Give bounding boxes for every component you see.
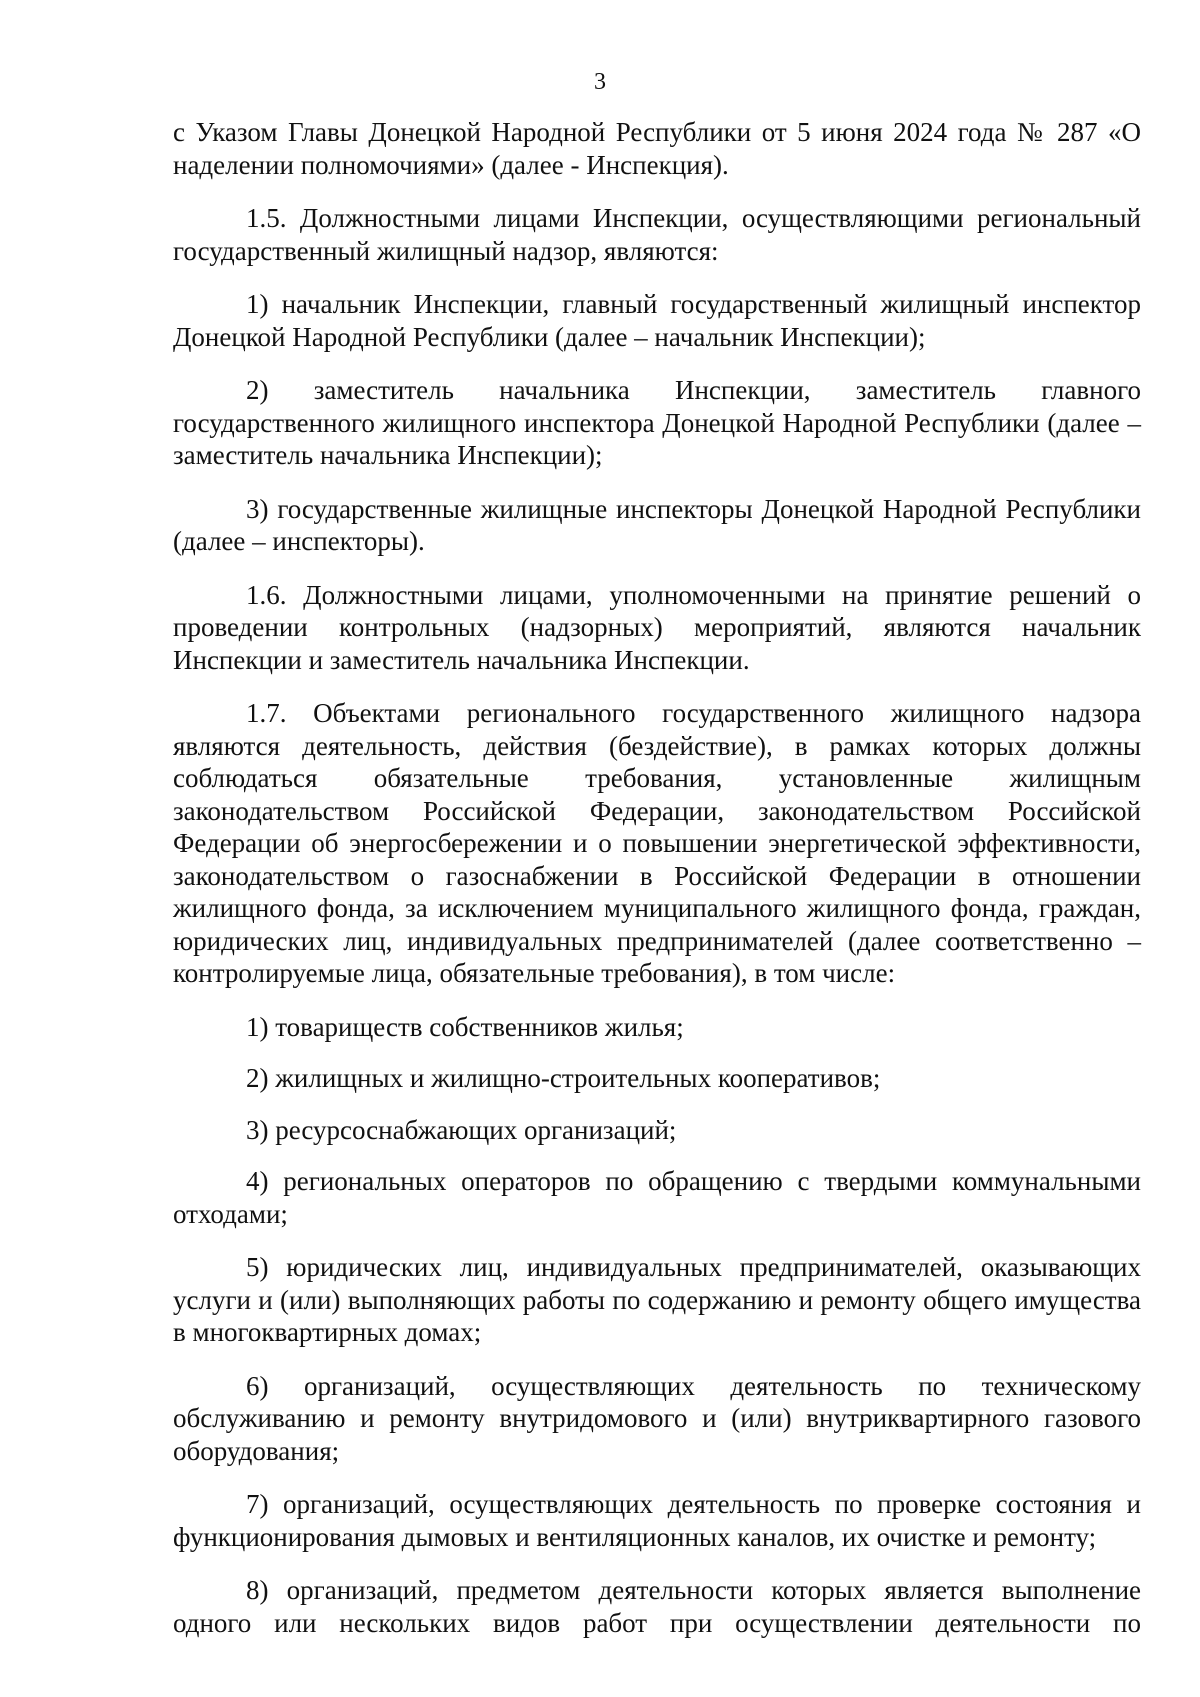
paragraph-1-5: 1.5. Должностными лицами Инспекции, осуществляющими региональный государственный жилищный надзор, являются: xyxy=(173,203,1141,266)
subject-item-1: 1) товариществ собственников жилья; xyxy=(246,1011,684,1042)
list-item-3: 3) государственные жилищные инспекторы Донецкой Народной Республики (далее – инспекторы). xyxy=(173,493,1141,556)
subject-item-8: 8) организаций, предметом деятельности которых является выполнение одного или нескольких видов работ при осуществлении деятельности по xyxy=(173,1575,1141,1638)
subject-item-3: 3) ресурсоснабжающих организаций; xyxy=(246,1114,677,1145)
subject-item-7: 7) организаций, осуществляющих деятельность по проверке состояния и функционирования дымовых и вентиляционных каналов, их очистке и ремонту; xyxy=(173,1489,1141,1552)
subject-item-2: 2) жилищных и жилищно-строительных кооперативов; xyxy=(246,1063,881,1093)
page-number: 3 xyxy=(594,69,606,95)
subject-item-4: 4) региональных операторов по обращению с твердыми коммунальными отходами; xyxy=(173,1166,1141,1229)
list-item-1: 1) начальник Инспекции, главный государственный жилищный инспектор Донецкой Народной Республики (далее – начальник Инспекции); xyxy=(173,289,1141,352)
subject-item-6: 6) организаций, осуществляющих деятельность по техническому обслуживанию и ремонту внутридомового и (или) внутриквартирного газового оборудования; xyxy=(173,1370,1141,1466)
paragraph-1-7: 1.7. Объектами регионального государственного жилищного надзора являются деятельность, действия (бездействие), в рамках которых должны соблюдаться обязательные требования, установленные жилищным законодательством Российской Федерации, законодательством Российской Федерации об энергосбережении и о повышении энергетической эффективности, законодательством о газоснабжении в Российской Федерации в отношении жилищного фонда, за исключением муниципального жилищного фонда, граждан, юридических лиц, индивидуальных предпринимателей (далее соответственно – контролируемые лица, обязательные требования), в том числе: xyxy=(173,698,1141,988)
paragraph-continuation: с Указом Главы Донецкой Народной Республики от 5 июня 2024 года № 287 «О наделении полномочиями» (далее - Инспекция). xyxy=(173,117,1141,180)
document-body xyxy=(173,116,1141,1660)
subject-item-5: 5) юридических лиц, индивидуальных предпринимателей, оказывающих услуги и (или) выполняющих работы по содержанию и ремонту общего имущества в многоквартирных домах; xyxy=(173,1252,1141,1347)
list-item-2: 2) заместитель начальника Инспекции, заместитель главного государственного жилищного инспектора Донецкой Народной Республики (далее – заместитель начальника Инспекции); xyxy=(173,375,1141,470)
paragraph-1-6: 1.6. Должностными лицами, уполномоченными на принятие решений о проведении контрольных (надзорных) мероприятий, являются начальник Инспекции и заместитель начальника Инспекции. xyxy=(173,579,1141,675)
